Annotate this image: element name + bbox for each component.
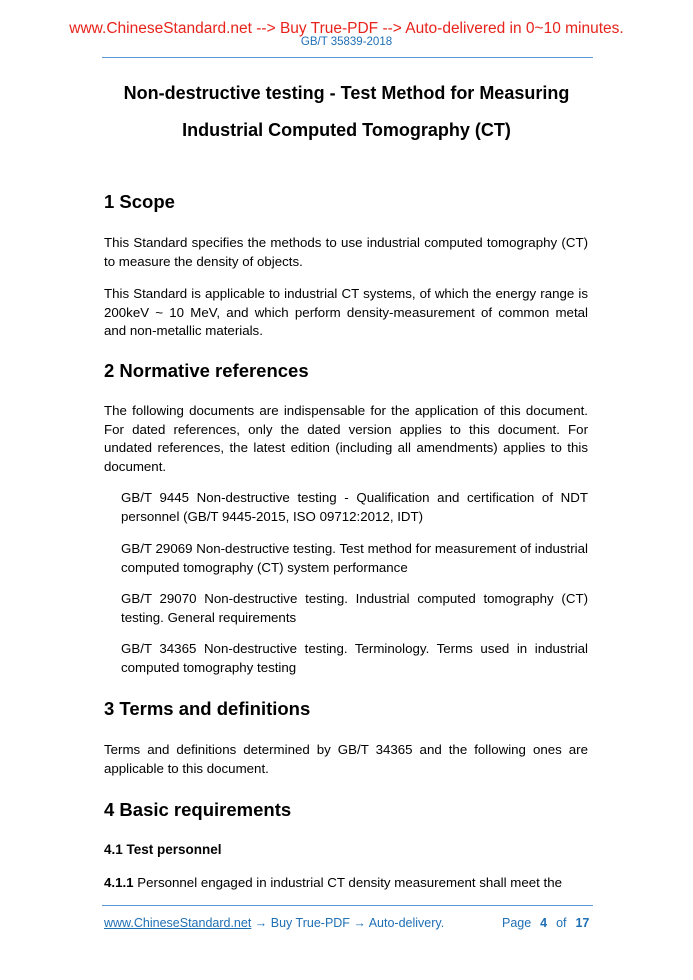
section-heading-scope: 1 Scope xyxy=(104,191,175,212)
section-heading-normative-references: 2 Normative references xyxy=(104,360,309,381)
document-number: GB/T 35839-2018 xyxy=(300,36,393,48)
normative-intro-paragraph: The following documents are indispensable for the application of this document. For dated references, only the dated version applies to this document. For undated references, the latest edition (including all amendments) applies to this document. xyxy=(104,403,588,474)
clause-number: 4.1.1 xyxy=(104,875,134,890)
footer-promo xyxy=(104,916,444,930)
normative-reference-item: GB/T 34365 Non-destructive testing. Terminology. Terms used in industrial computed tomography testing xyxy=(121,641,588,675)
footer-website-link[interactable]: www.ChineseStandard.net xyxy=(104,916,252,930)
subsection-heading-test-personnel: 4.1 Test personnel xyxy=(104,842,222,857)
document-title-line-2: Industrial Computed Tomography (CT) xyxy=(182,120,511,140)
normative-reference-item: GB/T 29070 Non-destructive testing. Industrial computed tomography (CT) testing. General requirements xyxy=(121,591,588,625)
page-word: Page xyxy=(502,916,532,930)
clause-text: Personnel engaged in industrial CT density measurement shall meet the xyxy=(133,875,563,890)
current-page-number: 4 xyxy=(540,916,548,930)
promo-banner[interactable]: www.ChineseStandard.net --> Buy True-PDF --> Auto-delivered in 0~10 minutes. xyxy=(69,20,624,37)
section-heading-basic-requirements: 4 Basic requirements xyxy=(104,799,292,820)
page-of: of xyxy=(556,916,567,930)
header-divider xyxy=(102,57,593,58)
footer-divider xyxy=(102,905,593,906)
total-page-number: 17 xyxy=(575,916,590,930)
clause-4-1-1 xyxy=(104,874,588,893)
page-indicator xyxy=(502,916,589,930)
terms-paragraph: Terms and definitions determined by GB/T 34365 and the following ones are applicable to this document. xyxy=(104,742,588,776)
normative-reference-item: GB/T 29069 Non-destructive testing. Test method for measurement of industrial computed tomography (CT) system performance xyxy=(121,541,588,575)
section-heading-terms-definitions: 3 Terms and definitions xyxy=(104,698,311,719)
document-title-line-1: Non-destructive testing - Test Method for Measuring xyxy=(123,83,570,103)
footer-tagline: → Buy True-PDF → Auto-delivery. xyxy=(251,916,445,930)
scope-paragraph-2: This Standard is applicable to industrial CT systems, of which the energy range is 200keV ~ 10 MeV, and which perform density-measurement of common metal and non-metallic materials. xyxy=(104,286,588,338)
normative-reference-item: GB/T 9445 Non-destructive testing - Qualification and certification of NDT personnel (GB/T 9445-2015, ISO 09712:2012, IDT) xyxy=(121,490,588,524)
scope-paragraph-1: This Standard specifies the methods to use industrial computed tomography (CT) to measure the density of objects. xyxy=(104,235,588,269)
